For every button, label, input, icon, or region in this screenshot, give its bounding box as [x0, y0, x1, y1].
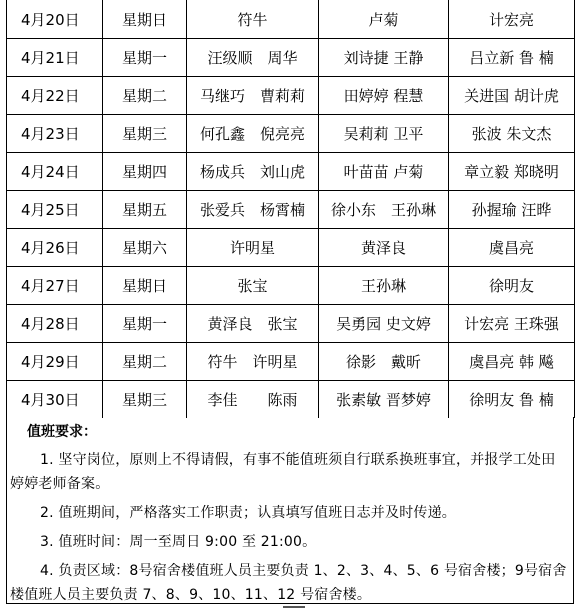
date-cell: 4月24日	[7, 153, 103, 191]
date-cell: 4月22日	[7, 77, 103, 115]
duty-staff-cell-a: 李佳 陈雨	[187, 381, 319, 419]
date-cell: 4月30日	[7, 381, 103, 419]
duty-staff-cell-c: 计宏亮	[449, 0, 575, 39]
duty-staff-cell-c: 吕立新 鲁 楠	[449, 39, 575, 77]
date-cell: 4月25日	[7, 191, 103, 229]
table-row	[7, 305, 575, 343]
duty-requirements	[6, 417, 574, 604]
document-bottom-border	[6, 603, 574, 604]
weekday-cell: 星期一	[103, 305, 187, 343]
duty-staff-cell-a: 许明星	[187, 229, 319, 267]
duty-staff-cell-a: 杨成兵 刘山虎	[187, 153, 319, 191]
weekday-cell: 星期三	[103, 381, 187, 419]
weekday-cell: 星期一	[103, 39, 187, 77]
duty-staff-cell-b: 王孙琳	[319, 267, 449, 305]
duty-staff-cell-a: 汪级顺 周华	[187, 39, 319, 77]
weekday-cell: 星期日	[103, 267, 187, 305]
weekday-cell: 星期日	[103, 0, 187, 39]
table-row	[7, 343, 575, 381]
duty-staff-cell-a: 符牛 许明星	[187, 343, 319, 381]
duty-staff-cell-a: 黄泽良 张宝	[187, 305, 319, 343]
requirement-item-1: 1. 坚守岗位，原则上不得请假，有事不能值班须自行联系换班事宜，并报学工处田婷婷老师备案。	[10, 452, 556, 492]
duty-staff-cell-c: 章立毅 郑晓明	[449, 153, 575, 191]
requirement-item-2: 2. 值班期间，严格落实工作职责；认真填写值班日志并及时传递。	[40, 505, 457, 521]
duty-staff-cell-a: 何孔鑫 倪亮亮	[187, 115, 319, 153]
duty-staff-cell-b: 徐影 戴昕	[319, 343, 449, 381]
duty-staff-cell-c: 徐明友	[449, 267, 575, 305]
date-cell: 4月27日	[7, 267, 103, 305]
duty-staff-cell-c: 虞昌亮 韩 飚	[449, 343, 575, 381]
duty-staff-cell-c: 孙握瑜 汪晔	[449, 191, 575, 229]
duty-staff-cell-c: 关进国 胡计虎	[449, 77, 575, 115]
duty-staff-cell-b: 刘诗捷 王静	[319, 39, 449, 77]
duty-staff-cell-b: 叶苗苗 卢菊	[319, 153, 449, 191]
duty-staff-cell-b: 吴勇园 史文婷	[319, 305, 449, 343]
duty-staff-cell-a: 符牛	[187, 0, 319, 39]
table-row	[7, 381, 575, 419]
table-row	[7, 267, 575, 305]
duty-staff-cell-b: 徐小东 王孙琳	[319, 191, 449, 229]
date-cell: 4月28日	[7, 305, 103, 343]
date-cell: 4月29日	[7, 343, 103, 381]
weekday-cell: 星期三	[103, 115, 187, 153]
table-row	[7, 153, 575, 191]
duty-staff-cell-c: 虞昌亮	[449, 229, 575, 267]
duty-staff-cell-a: 张宝	[187, 267, 319, 305]
duty-staff-cell-b: 黄泽良	[319, 229, 449, 267]
date-cell: 4月23日	[7, 115, 103, 153]
table-row	[7, 0, 575, 39]
requirement-item-4: 4. 负责区域：8号宿舍楼值班人员主要负责 1、2、3、4、5、6 号宿舍楼；9号宿舍楼值班人员主要负责 7、8、9、10、11、12 号宿舍楼。	[10, 563, 567, 603]
weekday-cell: 星期六	[103, 229, 187, 267]
duty-staff-cell-c: 张波 朱文杰	[449, 115, 575, 153]
date-cell: 4月26日	[7, 229, 103, 267]
duty-staff-cell-a: 马继巧 曹莉莉	[187, 77, 319, 115]
duty-staff-cell-b: 卢菊	[319, 0, 449, 39]
duty-staff-cell-a: 张爱兵 杨霄楠	[187, 191, 319, 229]
duty-staff-cell-c: 计宏亮 王珠强	[449, 305, 575, 343]
date-cell: 4月20日	[7, 0, 103, 39]
duty-staff-cell-b: 吴莉莉 卫平	[319, 115, 449, 153]
table-row	[7, 115, 575, 153]
table-row	[7, 77, 575, 115]
duty-staff-cell-b: 张素敏 晋梦婷	[319, 381, 449, 419]
duty-schedule-body	[7, 0, 575, 418]
requirement-item-3: 3. 值班时间：周一至周日 9:00 至 21:00。	[40, 534, 317, 550]
duty-schedule-table	[6, 0, 575, 418]
weekday-cell: 星期四	[103, 153, 187, 191]
weekday-cell: 星期二	[103, 77, 187, 115]
requirements-title: 值班要求：	[27, 424, 97, 440]
table-row	[7, 191, 575, 229]
table-row	[7, 39, 575, 77]
page-edge-mark	[283, 606, 305, 608]
duty-staff-cell-c: 徐明友 鲁 楠	[449, 381, 575, 419]
weekday-cell: 星期五	[103, 191, 187, 229]
date-cell: 4月21日	[7, 39, 103, 77]
table-row	[7, 229, 575, 267]
duty-staff-cell-b: 田婷婷 程慧	[319, 77, 449, 115]
weekday-cell: 星期二	[103, 343, 187, 381]
